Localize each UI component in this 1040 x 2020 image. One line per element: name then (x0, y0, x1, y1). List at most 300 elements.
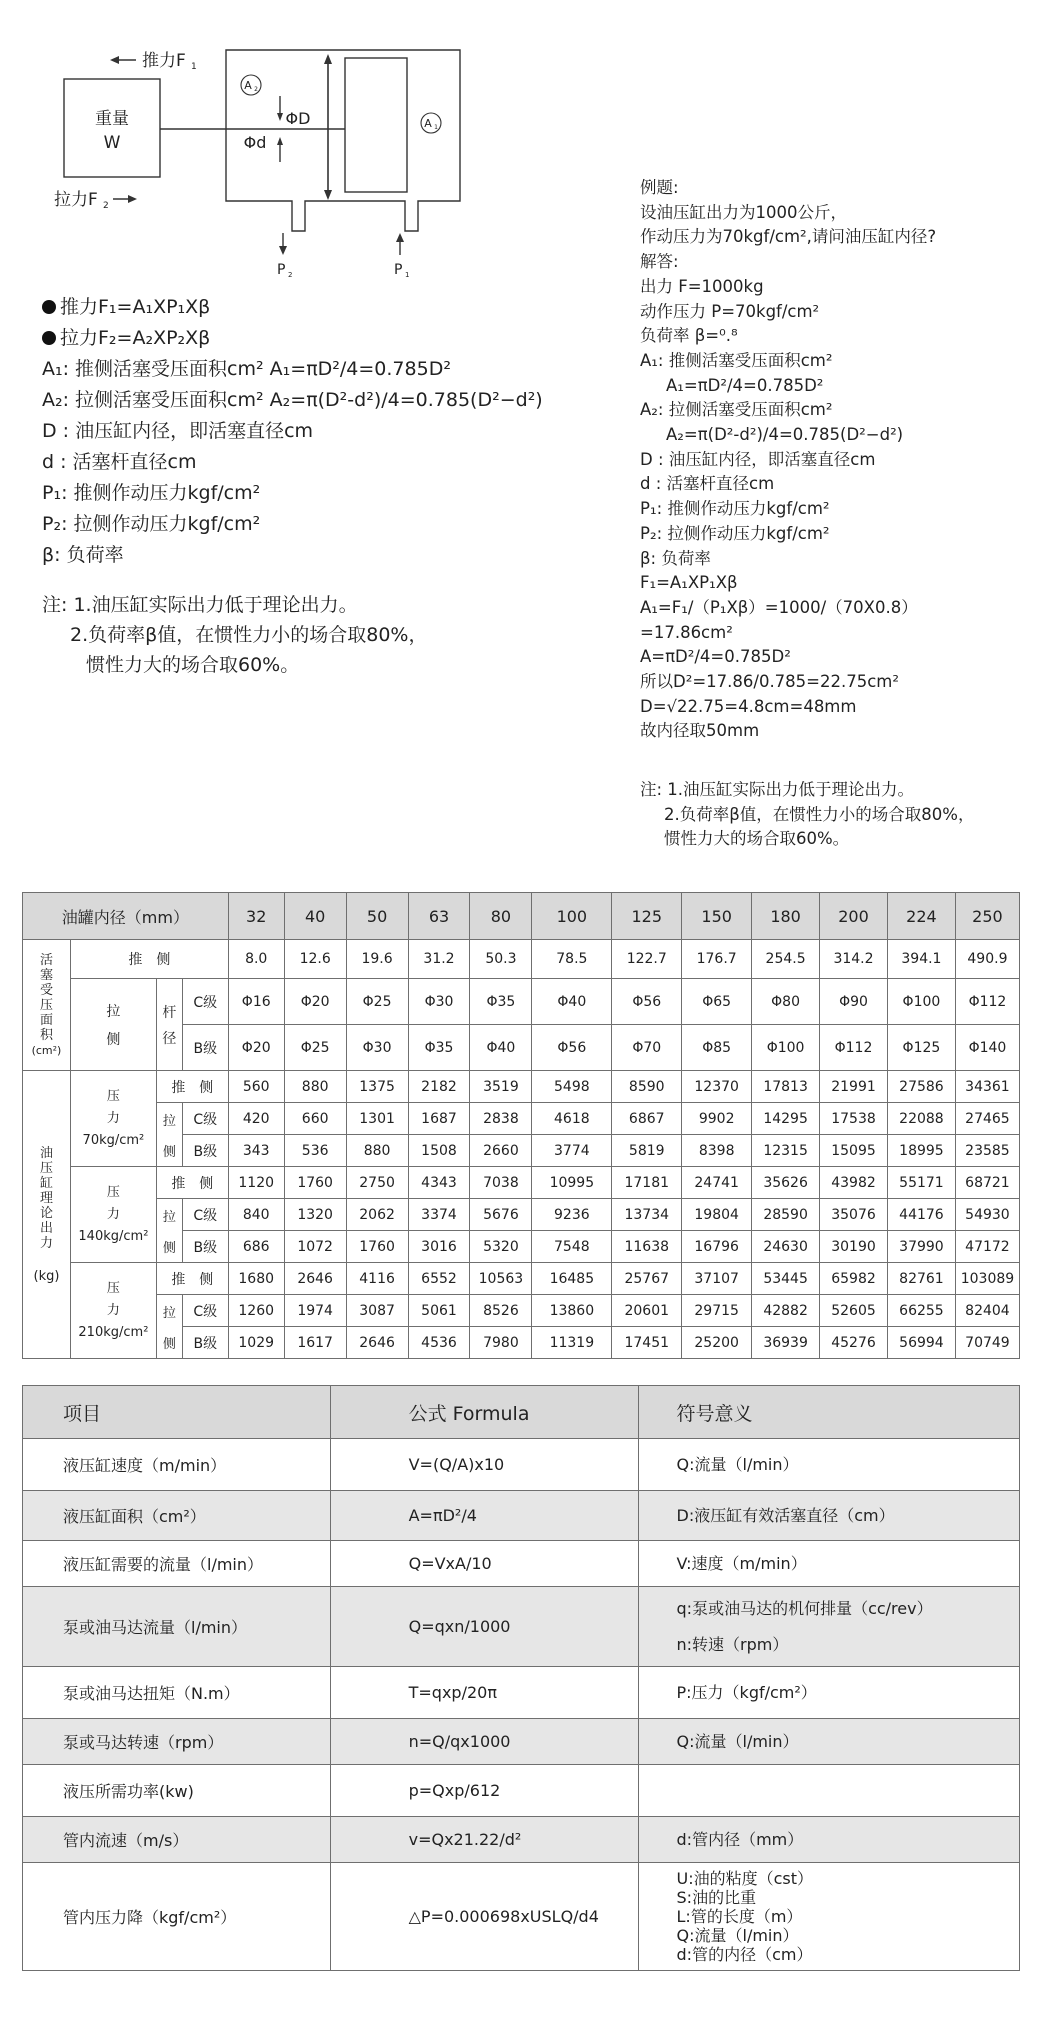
table-cell: 4343 (408, 1167, 470, 1199)
table-cell: 10995 (532, 1167, 612, 1199)
table-cell: Φ35 (408, 1025, 470, 1071)
formula-expression: V=(Q/A)x10 (330, 1439, 638, 1491)
table-cell: 660 (284, 1103, 346, 1135)
example-line: 作动压力为70kgf/cm²,请问油压缸内径? (640, 227, 937, 247)
formula-row (23, 1439, 1020, 1491)
bore-cell: 180 (752, 893, 820, 940)
formula-meaning (638, 1817, 1019, 1863)
formula-meaning (638, 1439, 1019, 1491)
formula-meaning (638, 1719, 1019, 1765)
bore-cell: 100 (532, 893, 612, 940)
formula-table-body (23, 1439, 1020, 1971)
formula-item: 液压缸需要的流量（l/min） (23, 1541, 331, 1587)
bore-cell: 40 (284, 893, 346, 940)
note-line: 2.负荷率β值，在惯性力小的场合取80%， (70, 624, 428, 646)
table-cell: 56994 (887, 1327, 955, 1359)
table-cell: 4116 (346, 1263, 408, 1295)
table-cell: 70749 (955, 1327, 1019, 1359)
example-line: A₁: 推侧活塞受压面积cm² (640, 350, 833, 370)
meaning-line: U:油的粘度（cst） (676, 1869, 814, 1888)
table-cell: 1029 (228, 1327, 284, 1359)
formula-expression: Q=VxA/10 (330, 1541, 638, 1587)
table-cell: 19.6 (346, 940, 408, 979)
table-cell: 1375 (346, 1071, 408, 1103)
table-cell: 37990 (887, 1231, 955, 1263)
table-cell: 52605 (820, 1295, 888, 1327)
example-line: F₁=A₁XP₁Xβ (640, 573, 738, 593)
table-cell: 12.6 (284, 940, 346, 979)
formula-item: 液压所需功率(kw) (23, 1765, 331, 1817)
p2-label: P (277, 262, 286, 278)
example-line: A₂: 拉侧活塞受压面积cm² (640, 400, 833, 420)
table-cell: Φ40 (470, 1025, 532, 1071)
formula-row (23, 1817, 1020, 1863)
table-cell: 2660 (470, 1135, 532, 1167)
table-cell: 2062 (346, 1199, 408, 1231)
formula-meaning (638, 1765, 1019, 1817)
formula-expression: n=Q/qx1000 (330, 1719, 638, 1765)
meaning-line: S:油的比重 (676, 1888, 757, 1907)
grade-c-label: C级 (182, 1103, 228, 1135)
table-cell: 16485 (532, 1263, 612, 1295)
table-cell: 12370 (682, 1071, 752, 1103)
svg-text:2: 2 (288, 271, 293, 279)
table-cell: 27465 (955, 1103, 1019, 1135)
table-row (23, 979, 1020, 1025)
formula-meaning (638, 1541, 1019, 1587)
force-label: 油 压 缸 理 论 出 力 (kg) (23, 1071, 71, 1359)
table-cell: 18995 (887, 1135, 955, 1167)
table-cell: Φ20 (284, 979, 346, 1025)
note-line: 注: 1.油压缸实际出力低于理论出力。 (42, 594, 358, 616)
table-cell: 5676 (470, 1199, 532, 1231)
example-line: β: 负荷率 (640, 548, 711, 568)
meaning-line: d:管内径（mm） (676, 1829, 804, 1849)
push-label: 推 侧 (156, 1071, 228, 1103)
example-line: 出力 F=1000kg (640, 276, 764, 296)
table-cell: 44176 (887, 1199, 955, 1231)
table-cell: 17451 (612, 1327, 682, 1359)
table-cell: 6552 (408, 1263, 470, 1295)
table-cell: 55171 (887, 1167, 955, 1199)
bore-cell: 63 (408, 893, 470, 940)
example-line: 所以D²=17.86/0.785=22.75cm² (640, 672, 899, 692)
table-cell: 66255 (887, 1295, 955, 1327)
meaning-line: n:转速（rpm） (676, 1634, 789, 1654)
weight-symbol: W (103, 133, 121, 153)
table-cell: 1120 (228, 1167, 284, 1199)
table-cell: 8.0 (228, 940, 284, 979)
formula-expression: v=Qx21.22/d² (330, 1817, 638, 1863)
formula-meaning (638, 1863, 1019, 1971)
table-cell: 8398 (682, 1135, 752, 1167)
table-cell: 840 (228, 1199, 284, 1231)
table-cell: 314.2 (820, 940, 888, 979)
table-cell: 65982 (820, 1263, 888, 1295)
table-cell: 3374 (408, 1199, 470, 1231)
table-cell: Φ25 (284, 1025, 346, 1071)
pull-mini-label: 拉 侧 (156, 1103, 182, 1167)
formula-item: 泵或马达转速（rpm） (23, 1719, 331, 1765)
meaning-line: d:管的内径（cm） (676, 1945, 813, 1964)
table-cell: 12315 (752, 1135, 820, 1167)
table-cell: 2646 (284, 1263, 346, 1295)
table-row (23, 1167, 1020, 1199)
bore-cell: 80 (470, 893, 532, 940)
bore-cell: 125 (612, 893, 682, 940)
pressure-label: 压 力 210kg/cm² (70, 1263, 156, 1359)
table-cell: 1260 (228, 1295, 284, 1327)
bore-cell: 150 (682, 893, 752, 940)
formula-expression: p=Qxp/612 (330, 1765, 638, 1817)
table-cell: Φ35 (470, 979, 532, 1025)
formula-row (23, 1863, 1020, 1971)
table-cell: 14295 (752, 1103, 820, 1135)
table-cell: 17538 (820, 1103, 888, 1135)
table-cell: Φ125 (887, 1025, 955, 1071)
formula-legend (42, 292, 543, 571)
legend-line: D : 油压缸内径，即活塞直径cm (42, 420, 314, 442)
table-cell: 17813 (752, 1071, 820, 1103)
formula-meaning (638, 1491, 1019, 1541)
table-cell: 28590 (752, 1199, 820, 1231)
table-cell: 5498 (532, 1071, 612, 1103)
note-line: 惯性力大的场合取60%。 (664, 829, 850, 849)
table-cell: 8526 (470, 1295, 532, 1327)
table-cell: 37107 (682, 1263, 752, 1295)
table-cell: 1301 (346, 1103, 408, 1135)
table-cell: 1680 (228, 1263, 284, 1295)
formula-row (23, 1491, 1020, 1541)
table-cell: 1072 (284, 1231, 346, 1263)
table-row (23, 1263, 1020, 1295)
piston (345, 58, 407, 192)
pull-mini-label: 拉 侧 (156, 1295, 182, 1359)
legend-text: 推力F₁=A₁XP₁Xβ (60, 296, 211, 318)
example-line: D : 油压缸内径，即活塞直径cm (640, 449, 876, 469)
grade-c-label: C级 (182, 979, 228, 1025)
table-cell: 68721 (955, 1167, 1019, 1199)
table-cell: Φ80 (752, 979, 820, 1025)
table-cell: 17181 (612, 1167, 682, 1199)
table-cell: 50.3 (470, 940, 532, 979)
legend-line: d : 活塞杆直径cm (42, 451, 197, 473)
table-cell: 54930 (955, 1199, 1019, 1231)
table-row (23, 1071, 1020, 1103)
grade-c-label: C级 (182, 1295, 228, 1327)
svg-text:A: A (244, 79, 252, 92)
table-cell: 25200 (682, 1327, 752, 1359)
bore-cell: 224 (887, 893, 955, 940)
formula-item: 管内压力降（kgf/cm²） (23, 1863, 331, 1971)
table-cell: 9236 (532, 1199, 612, 1231)
table-cell: Φ85 (682, 1025, 752, 1071)
legend-line: A₁: 推侧活塞受压面积cm² A₁=πD²/4=0.785D² (42, 358, 451, 380)
table-cell: 1974 (284, 1295, 346, 1327)
example-line: A₂=π(D²-d²)/4=0.785(D²−d²) (666, 425, 904, 445)
legend-text: 拉力F₂=A₂XP₂Xβ (60, 327, 211, 349)
col-header-meaning: 符号意义 (638, 1386, 1019, 1439)
table-cell: 7038 (470, 1167, 532, 1199)
table-cell: Φ112 (955, 979, 1019, 1025)
table-cell: Φ30 (408, 979, 470, 1025)
table-cell: 6867 (612, 1103, 682, 1135)
push-label: 推 侧 (156, 1167, 228, 1199)
table-cell: 15095 (820, 1135, 888, 1167)
bore-cell: 200 (820, 893, 888, 940)
formula-row (23, 1667, 1020, 1719)
table-cell: 686 (228, 1231, 284, 1263)
table-cell: 36939 (752, 1327, 820, 1359)
example-line: 设油压缸出力为1000公斤， (640, 202, 847, 222)
formula-expression: T=qxp/20π (330, 1667, 638, 1719)
table-cell: 880 (346, 1135, 408, 1167)
meaning-line: Q:流量（l/min） (676, 1926, 799, 1945)
legend-line (42, 323, 543, 354)
table-cell: 35626 (752, 1167, 820, 1199)
table-cell: 31.2 (408, 940, 470, 979)
bore-cell: 32 (228, 893, 284, 940)
svg-text:2: 2 (103, 201, 109, 211)
svg-text:1: 1 (434, 124, 438, 131)
table-cell: 43982 (820, 1167, 888, 1199)
grade-b-label: B级 (182, 1231, 228, 1263)
phi-d-label: Φd (243, 133, 267, 152)
meaning-line: q:泵或油马达的机何排量（cc/rev） (676, 1598, 933, 1618)
table-cell: 1760 (284, 1167, 346, 1199)
table-cell: 1508 (408, 1135, 470, 1167)
table-cell: 7548 (532, 1231, 612, 1263)
table-cell: 21991 (820, 1071, 888, 1103)
table-cell: Φ40 (532, 979, 612, 1025)
legend-line: P₁: 推侧作动压力kgf/cm² (42, 482, 261, 504)
bore-header: 油罐内径（mm） (23, 893, 229, 940)
table-cell: 11638 (612, 1231, 682, 1263)
table-cell: 3774 (532, 1135, 612, 1167)
table-cell: 53445 (752, 1263, 820, 1295)
table-cell: 22088 (887, 1103, 955, 1135)
svg-text:1: 1 (191, 62, 197, 72)
formula-item: 液压缸速度（m/min） (23, 1439, 331, 1491)
table-cell: 7980 (470, 1327, 532, 1359)
table-cell: 420 (228, 1103, 284, 1135)
table-cell: 8590 (612, 1071, 682, 1103)
table-cell: Φ16 (228, 979, 284, 1025)
legend-line: P₂: 拉侧作动压力kgf/cm² (42, 513, 261, 535)
example-line: d : 活塞杆直径cm (640, 474, 775, 494)
table-cell: Φ30 (346, 1025, 408, 1071)
example-line: 负荷率 β=⁰.⁸ (640, 326, 738, 346)
table-cell: 13860 (532, 1295, 612, 1327)
table-cell: 10563 (470, 1263, 532, 1295)
formula-item: 泵或油马达流量（l/min） (23, 1587, 331, 1667)
area-label: 活 塞 受 压 面 积 (cm²) (23, 940, 71, 1071)
cylinder-spec-table (22, 892, 1020, 1359)
table-cell: 82404 (955, 1295, 1019, 1327)
table-cell: 343 (228, 1135, 284, 1167)
notes (42, 590, 428, 680)
table-cell: 34361 (955, 1071, 1019, 1103)
table-cell: 2750 (346, 1167, 408, 1199)
example-solution (640, 176, 936, 744)
example-line: P₂: 拉侧作动压力kgf/cm² (640, 523, 830, 543)
bore-cell: 50 (346, 893, 408, 940)
table-row (23, 1199, 1020, 1231)
pull-mini-label: 拉 侧 (156, 1199, 182, 1263)
grade-b-label: B级 (182, 1327, 228, 1359)
example-line: D=√22.75=4.8cm=48mm (640, 696, 857, 716)
meaning-line: P:压力（kgf/cm²） (676, 1682, 817, 1702)
table-cell: 11319 (532, 1327, 612, 1359)
table-cell: 3519 (470, 1071, 532, 1103)
table-header-row (23, 893, 1020, 940)
table-cell: 1617 (284, 1327, 346, 1359)
table-cell: 176.7 (682, 940, 752, 979)
table-cell: 16796 (682, 1231, 752, 1263)
note-line: 注: 1.油压缸实际出力低于理论出力。 (640, 780, 915, 799)
table-cell: 536 (284, 1135, 346, 1167)
col-header-formula: 公式 Formula (330, 1386, 638, 1439)
table-cell: 78.5 (532, 940, 612, 979)
meaning-line: Q:流量（l/min） (676, 1454, 799, 1474)
table-cell: Φ20 (228, 1025, 284, 1071)
table-cell: Φ65 (682, 979, 752, 1025)
table-cell: Φ112 (820, 1025, 888, 1071)
grade-b-label: B级 (182, 1025, 228, 1071)
table-cell: 23585 (955, 1135, 1019, 1167)
formula-meaning (638, 1667, 1019, 1719)
col-header-item: 项目 (23, 1386, 331, 1439)
pull-force-label: 拉力F (54, 190, 98, 210)
table-cell: 2182 (408, 1071, 470, 1103)
pressure-label: 压 力 70kg/cm² (70, 1071, 156, 1167)
table-cell: 3087 (346, 1295, 408, 1327)
table-cell: Φ70 (612, 1025, 682, 1071)
table-cell: Φ56 (612, 979, 682, 1025)
table-cell: 82761 (887, 1263, 955, 1295)
example-line: A=πD²/4=0.785D² (640, 647, 791, 667)
push-label: 推 侧 (156, 1263, 228, 1295)
example-line: A₁=πD²/4=0.785D² (666, 375, 824, 395)
formula-row (23, 1541, 1020, 1587)
table-cell: 4536 (408, 1327, 470, 1359)
table-cell: 42882 (752, 1295, 820, 1327)
meaning-line: L:管的长度（m） (676, 1907, 803, 1926)
formula-expression: A=πD²/4 (330, 1491, 638, 1541)
weight-label: 重量 (95, 109, 129, 129)
note-line: 惯性力大的场合取60%。 (86, 654, 300, 676)
grade-c-label: C级 (182, 1199, 228, 1231)
meaning-line: V:速度（m/min） (676, 1553, 807, 1573)
svg-text:A: A (424, 117, 432, 130)
table-cell: 13734 (612, 1199, 682, 1231)
table-cell: Φ90 (820, 979, 888, 1025)
formula-expression: Q=qxn/1000 (330, 1587, 638, 1667)
table-cell: 490.9 (955, 940, 1019, 979)
example-line: 动作压力 P=70kgf/cm² (640, 301, 820, 321)
example-line: =17.86cm² (640, 622, 733, 642)
example-notes (640, 778, 974, 852)
table-cell: 5320 (470, 1231, 532, 1263)
meaning-line: D:液压缸有效活塞直径（cm） (676, 1505, 895, 1525)
table-cell: 2838 (470, 1103, 532, 1135)
table-cell: Φ25 (346, 979, 408, 1025)
table-cell: 560 (228, 1071, 284, 1103)
phi-D-label: ΦD (285, 109, 311, 128)
note-line: 2.负荷率β值，在惯性力小的场合取80%， (664, 804, 975, 824)
table-cell: 880 (284, 1071, 346, 1103)
bullet-icon (42, 331, 56, 345)
table-cell: 19804 (682, 1199, 752, 1231)
table-cell: 254.5 (752, 940, 820, 979)
table-cell: 5061 (408, 1295, 470, 1327)
table-cell: 27586 (887, 1071, 955, 1103)
svg-text:2: 2 (254, 86, 258, 93)
table-cell: 45276 (820, 1327, 888, 1359)
table-row (23, 1103, 1020, 1135)
formula-row (23, 1587, 1020, 1667)
table-cell: 25767 (612, 1263, 682, 1295)
example-line: 故内径取50mm (640, 721, 760, 741)
table-cell: 30190 (820, 1231, 888, 1263)
formula-row (23, 1765, 1020, 1817)
formula-expression: △P=0.000698xUSLQ/d4 (330, 1863, 638, 1971)
table-cell: 29715 (682, 1295, 752, 1327)
table-cell: 9902 (682, 1103, 752, 1135)
table-cell: 24630 (752, 1231, 820, 1263)
pull-side-label: 拉 侧 (70, 979, 156, 1071)
force-table-body (23, 1071, 1020, 1359)
table-cell: 122.7 (612, 940, 682, 979)
formula-table (22, 1385, 1020, 1971)
table-cell: 1687 (408, 1103, 470, 1135)
example-line: 解答: (640, 252, 679, 272)
push-label: 推 侧 (70, 940, 228, 979)
meaning-line: Q:流量（l/min） (676, 1731, 799, 1751)
table-cell: Φ100 (752, 1025, 820, 1071)
table-cell: 5819 (612, 1135, 682, 1167)
example-line: 例题: (640, 178, 679, 197)
table-cell: Φ56 (532, 1025, 612, 1071)
p1-label: P (394, 262, 403, 278)
push-force-label: 推力F (142, 51, 186, 71)
table-cell: 4618 (532, 1103, 612, 1135)
grade-b-label: B级 (182, 1135, 228, 1167)
table-row (23, 1295, 1020, 1327)
cylinder-diagram (0, 0, 620, 300)
table-cell: Φ140 (955, 1025, 1019, 1071)
table-cell: 1320 (284, 1199, 346, 1231)
formula-row (23, 1719, 1020, 1765)
example-line: P₁: 推侧作动压力kgf/cm² (640, 499, 830, 519)
table-cell: 3016 (408, 1231, 470, 1263)
table-cell: 47172 (955, 1231, 1019, 1263)
table-cell: 394.1 (887, 940, 955, 979)
table-cell: 2646 (346, 1327, 408, 1359)
table-row (23, 940, 1020, 979)
legend-line (42, 292, 543, 323)
formula-item: 泵或油马达扭矩（N.m） (23, 1667, 331, 1719)
formula-meaning (638, 1587, 1019, 1667)
legend-line: A₂: 拉侧活塞受压面积cm² A₂=π(D²-d²)/4=0.785(D²−d²) (42, 389, 543, 411)
legend-line: β: 负荷率 (42, 544, 124, 566)
bullet-icon (42, 300, 56, 314)
formula-header-row (23, 1386, 1020, 1439)
table-cell: Φ100 (887, 979, 955, 1025)
formula-item: 液压缸面积（cm²） (23, 1491, 331, 1541)
svg-text:1: 1 (405, 271, 410, 279)
example-line: A₁=F₁/（P₁Xβ）=1000/（70X0.8） (640, 597, 918, 617)
